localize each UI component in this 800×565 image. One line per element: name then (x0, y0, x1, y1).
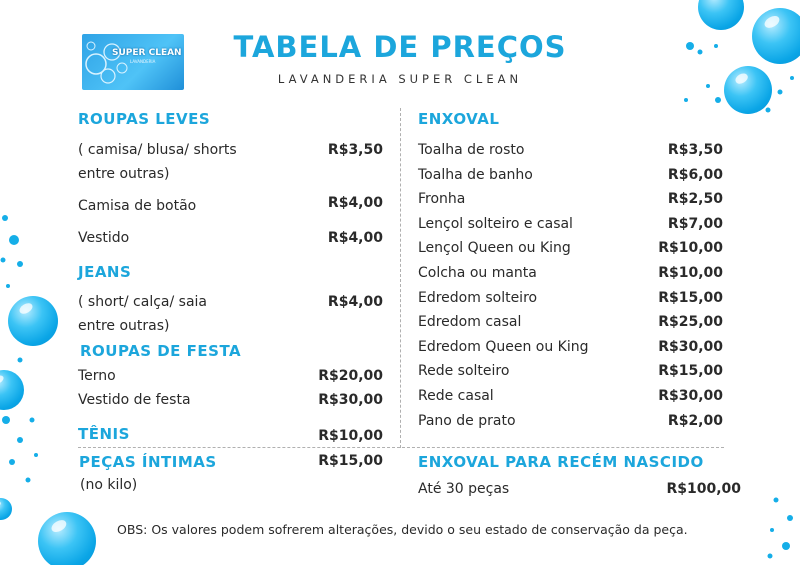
section-heading-roupas-festa: ROUPAS DE FESTA (80, 342, 242, 360)
list-item-price: R$15,00 (318, 453, 383, 469)
list-item-price: R$10,00 (658, 240, 723, 256)
section-heading-jeans: JEANS (78, 263, 132, 281)
list-item-label: Toalha de rosto (418, 142, 525, 158)
list-item-label: Terno (78, 368, 116, 384)
list-item-price: R$2,50 (667, 191, 723, 207)
list-item-price: R$10,00 (658, 265, 723, 281)
list-item-label: Vestido (78, 230, 130, 246)
section-heading-tenis: TÊNIS (78, 425, 130, 443)
list-item-label: Vestido de festa (78, 392, 191, 408)
list-item-price: R$25,00 (658, 314, 723, 330)
list-item-price: R$100,00 (666, 481, 741, 497)
section-heading-pecas-intimas: PEÇAS ÍNTIMAS (79, 453, 217, 471)
list-item-label: Rede casal (418, 388, 494, 404)
list-item-note: (no kilo) (80, 477, 138, 493)
section-heading-recem-nascido: ENXOVAL PARA RECÉM NASCIDO (418, 453, 704, 471)
page-subtitle: LAVANDERIA SUPER CLEAN (277, 72, 523, 86)
column-divider (400, 108, 401, 448)
section-divider (78, 447, 724, 448)
list-item-label: Lençol Queen ou King (418, 240, 571, 256)
list-item-label-cont: entre outras) (78, 166, 170, 182)
list-item-price: R$3,50 (327, 142, 383, 158)
list-item-label: Lençol solteiro e casal (418, 216, 573, 232)
list-item-label-cont: entre outras) (78, 318, 170, 334)
list-item-label: ( camisa/ blusa/ shorts (78, 142, 237, 158)
list-item-price: R$2,00 (667, 413, 723, 429)
list-item-label: ( short/ calça/ saia (78, 294, 208, 310)
logo-brand-sub: LAVANDERIA (130, 59, 156, 64)
list-item-price: R$7,00 (667, 216, 723, 232)
list-item-price: R$15,00 (658, 290, 723, 306)
disclaimer-note: OBS: Os valores podem sofrerem alterações, devido o seu estado de conservação da peça. (117, 522, 688, 537)
list-item-price: R$4,00 (327, 230, 383, 246)
list-item-price: R$30,00 (658, 388, 723, 404)
list-item-label: Colcha ou manta (418, 265, 537, 281)
list-item-label: Edredom casal (418, 314, 522, 330)
list-item-price: R$3,50 (667, 142, 723, 158)
list-item-label: Pano de prato (418, 413, 516, 429)
list-item-price: R$30,00 (658, 339, 723, 355)
logo-brand-name: SUPER CLEAN (112, 48, 182, 58)
list-item-label: Rede solteiro (418, 363, 510, 379)
section-heading-enxoval: ENXOVAL (418, 110, 500, 128)
list-item-price: R$30,00 (318, 392, 383, 408)
list-item-price: R$10,00 (318, 428, 383, 444)
list-item-price: R$15,00 (658, 363, 723, 379)
list-item-label: Edredom solteiro (418, 290, 538, 306)
section-heading-roupas-leves: ROUPAS LEVES (78, 110, 211, 128)
list-item-label: Edredom Queen ou King (418, 339, 589, 355)
page-title: TABELA DE PREÇOS (233, 30, 567, 64)
list-item-label: Até 30 peças (418, 481, 510, 497)
list-item-price: R$4,00 (327, 195, 383, 211)
list-item-price: R$4,00 (327, 294, 383, 310)
list-item-price: R$20,00 (318, 368, 383, 384)
list-item-price: R$6,00 (667, 167, 723, 183)
list-item-label: Camisa de botão (78, 198, 197, 214)
list-item-label: Fronha (418, 191, 466, 207)
list-item-label: Toalha de banho (418, 167, 533, 183)
